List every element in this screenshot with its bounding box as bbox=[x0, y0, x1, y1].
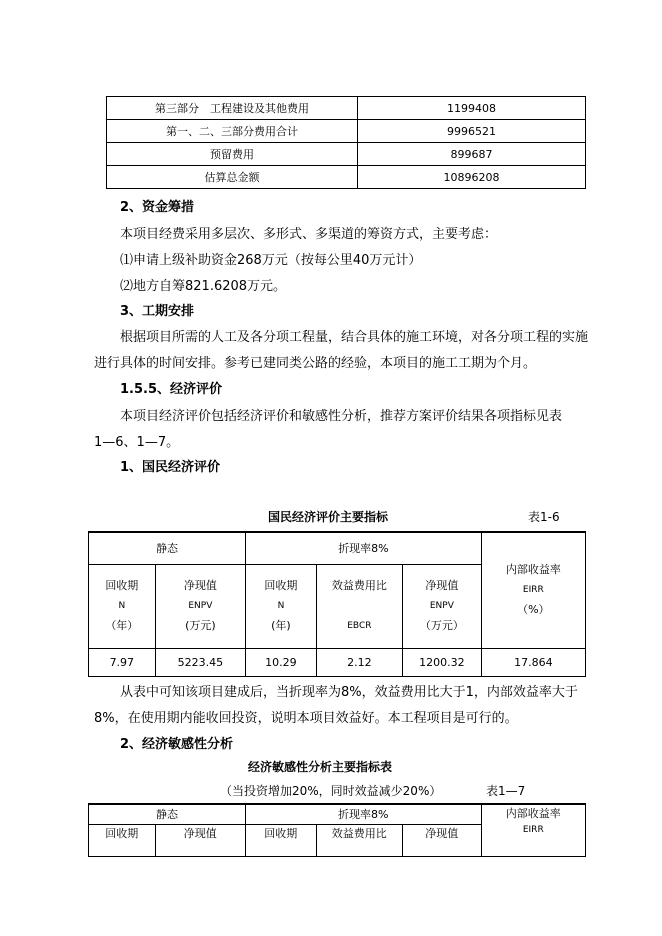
value-irr: 17.864 bbox=[481, 648, 585, 676]
value-bcr: 2.12 bbox=[316, 648, 402, 676]
sens-header-static: 静态 bbox=[89, 804, 246, 824]
conclusion-line-1: 从表中可知该项目建成后，当折现率为8%，效益费用比大于1，内部效益率大于 bbox=[120, 685, 578, 700]
national-table-title: 国民经济评价主要指标 bbox=[268, 510, 389, 524]
econ-eval-heading: 1.5.5、经济评价 bbox=[120, 382, 223, 397]
header-irr bbox=[481, 532, 585, 648]
budget-value: 9996521 bbox=[358, 120, 586, 143]
header-irr-unit: （%） bbox=[517, 603, 550, 617]
table-row bbox=[89, 648, 586, 676]
sensitivity-subtitle: （当投资增加20%，同时效益减少20%） bbox=[220, 784, 442, 798]
sens-col-payback-discount: 回收期 bbox=[246, 824, 317, 856]
value-payback-static: 7.97 bbox=[89, 648, 156, 676]
table-row bbox=[107, 166, 586, 189]
funding-item-2: ⑵地方自筹821.6208万元。 bbox=[120, 279, 287, 294]
value-npv-static: 5223.45 bbox=[155, 648, 246, 676]
header-discount: 折现率8% bbox=[246, 532, 482, 564]
budget-label: 估算总金额 bbox=[107, 166, 358, 189]
budget-label: 第三部分 工程建设及其他费用 bbox=[107, 97, 358, 120]
budget-label: 第一、二、三部分费用合计 bbox=[107, 120, 358, 143]
header-irr-code: EIRR bbox=[522, 585, 544, 596]
budget-value: 1199408 bbox=[358, 97, 586, 120]
sens-header-irr: 内部收益率 EIRR bbox=[481, 804, 585, 856]
econ-eval-line-2: 1—6、1—7。 bbox=[94, 435, 180, 450]
national-eval-heading: 1、国民经济评价 bbox=[120, 460, 221, 475]
funding-heading: 2、资金筹措 bbox=[120, 200, 195, 215]
conclusion-line-2: 8%，在使用期内能收回投资，说明本项目效益好。本工程项目是可行的。 bbox=[94, 711, 518, 726]
sensitivity-table-title: 经济敏感性分析主要指标表 bbox=[248, 760, 393, 774]
budget-table bbox=[106, 96, 586, 189]
budget-value: 10896208 bbox=[358, 166, 586, 189]
sens-col-payback: 回收期 bbox=[89, 824, 156, 856]
funding-intro: 本项目经费采用多层次、多形式、多渠道的筹资方式，主要考虑： bbox=[120, 227, 498, 242]
value-npv-discount: 1200.32 bbox=[403, 648, 482, 676]
sensitivity-table bbox=[88, 803, 586, 857]
sens-col-bcr: 效益费用比 bbox=[316, 824, 402, 856]
sens-col-npv: 净现值 bbox=[155, 824, 245, 856]
funding-item-1: ⑴申请上级补助资金268万元（按每公里40万元计） bbox=[120, 253, 422, 268]
sens-col-npv-discount: 净现值 bbox=[403, 824, 482, 856]
table-row bbox=[107, 143, 586, 166]
sensitivity-table-number: 表1—7 bbox=[486, 784, 526, 798]
header-static: 静态 bbox=[89, 532, 246, 564]
national-eval-table bbox=[88, 531, 586, 677]
col-npv-static: 净现值 ENPV (万元) bbox=[155, 564, 246, 648]
budget-value: 899687 bbox=[358, 143, 586, 166]
col-bcr: 效益费用比 EBCR bbox=[316, 564, 402, 648]
sens-header-discount: 折现率8% bbox=[246, 804, 482, 824]
sensitivity-heading: 2、经济敏感性分析 bbox=[120, 737, 234, 752]
schedule-heading: 3、工期安排 bbox=[120, 304, 195, 319]
budget-label: 预留费用 bbox=[107, 143, 358, 166]
schedule-line-1: 根据项目所需的人工及各分项工程量，结合具体的施工环境，对各分项工程的实施 bbox=[120, 330, 589, 345]
schedule-line-2: 进行具体的时间安排。参考已建同类公路的经验，本项目的施工工期为个月。 bbox=[94, 356, 537, 371]
col-npv-discount: 净现值 ENPV （万元） bbox=[403, 564, 482, 648]
header-irr-label: 内部收益率 bbox=[505, 563, 561, 577]
col-payback-discount: 回收期 N (年) bbox=[246, 564, 317, 648]
table-row bbox=[107, 97, 586, 120]
table-row bbox=[107, 120, 586, 143]
national-table-number: 表1-6 bbox=[528, 510, 560, 524]
col-payback-static: 回收期 N （年） bbox=[89, 564, 156, 648]
econ-eval-line-1: 本项目经济评价包括经济评价和敏感性分析，推荐方案评价结果各项指标见表 bbox=[120, 409, 563, 424]
value-payback-discount: 10.29 bbox=[246, 648, 317, 676]
